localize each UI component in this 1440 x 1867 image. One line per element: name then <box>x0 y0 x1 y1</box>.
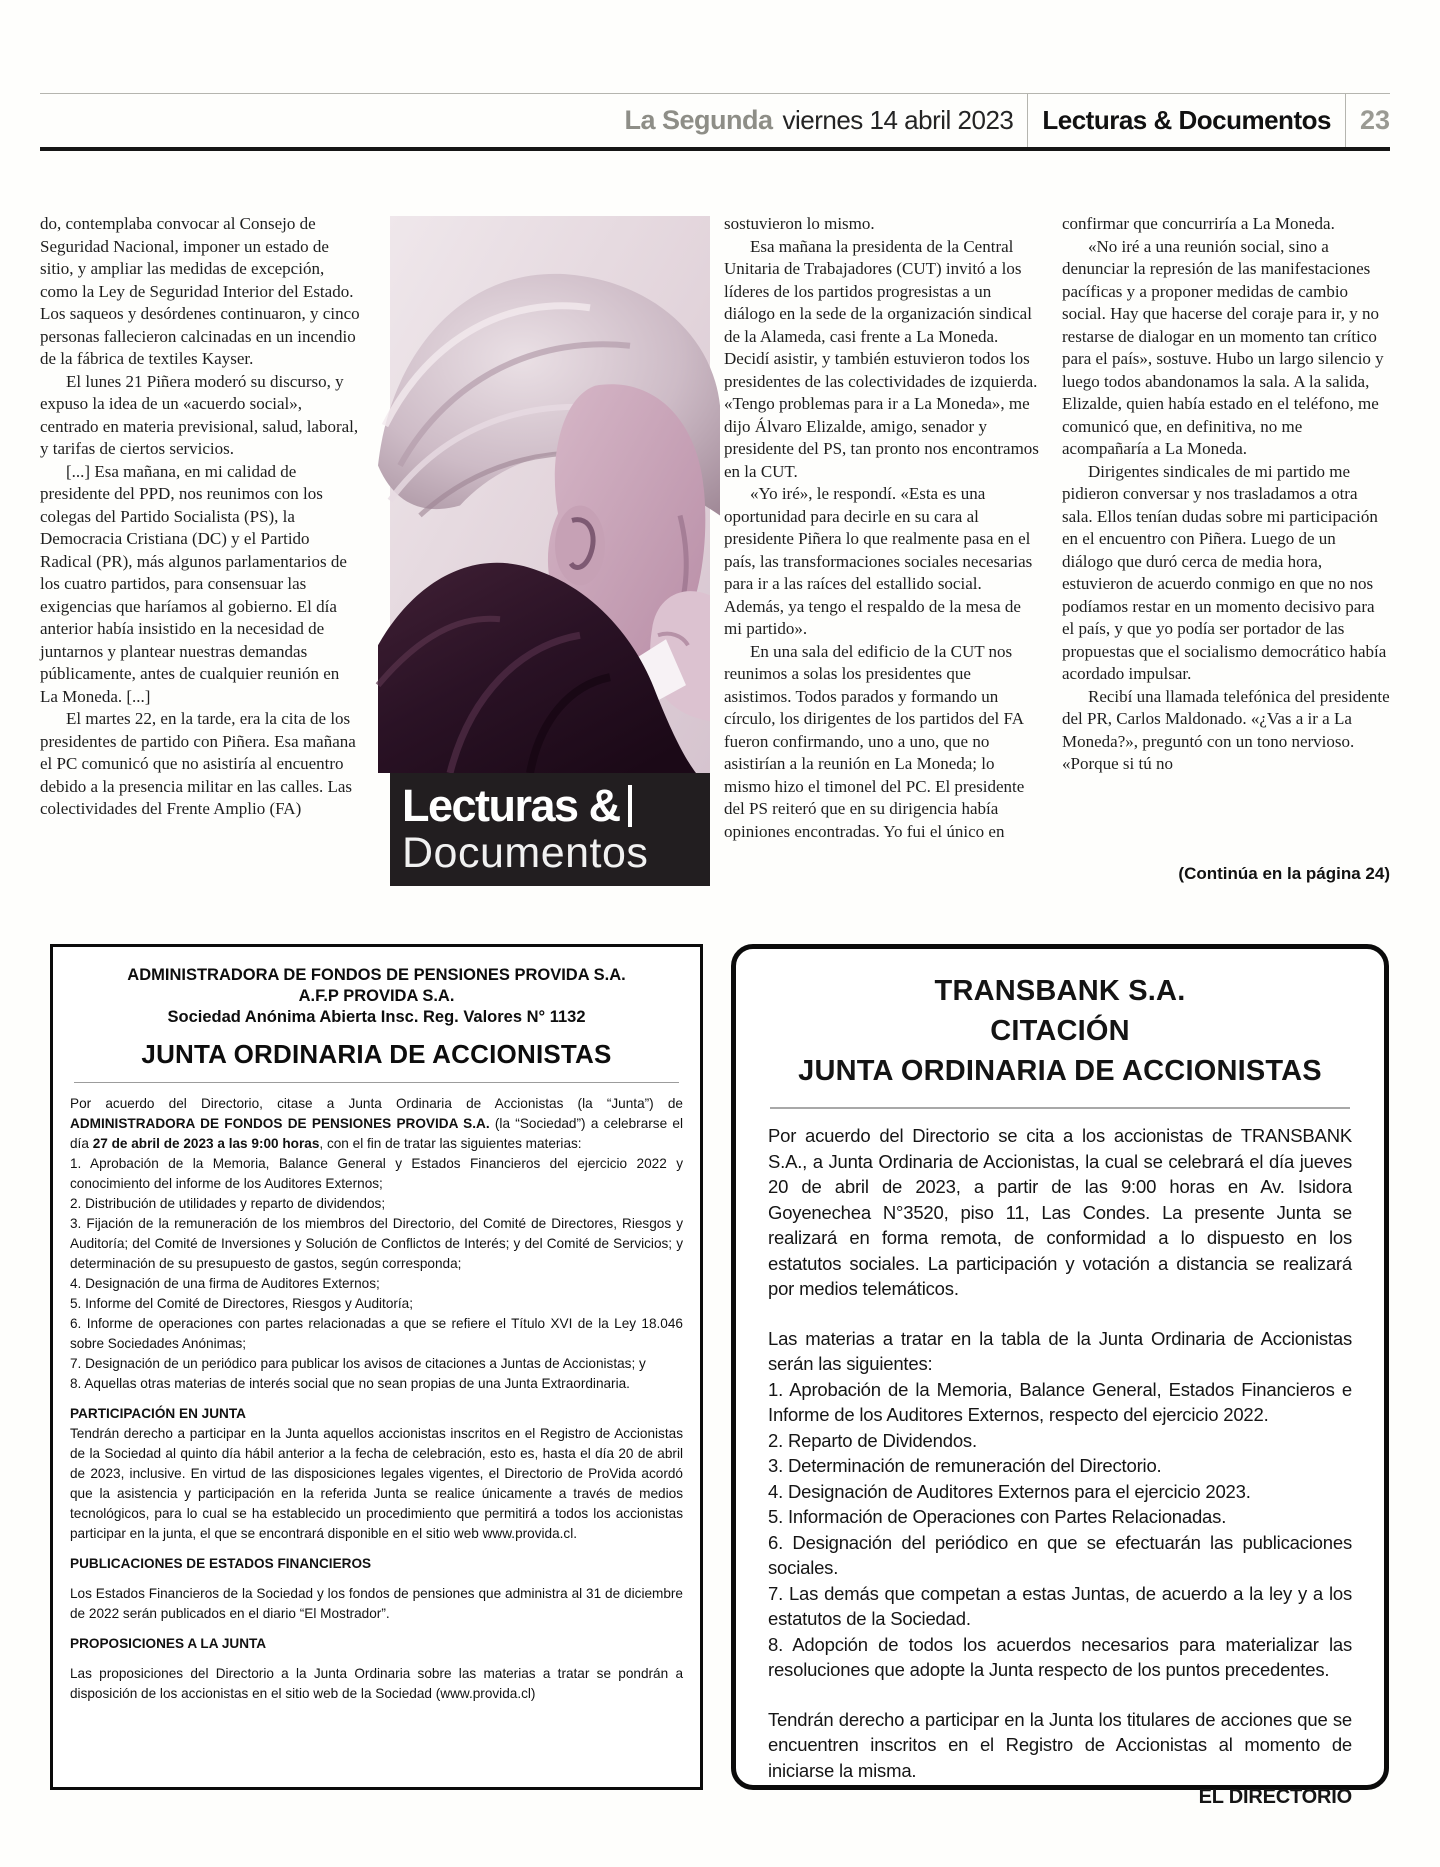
agenda-item: 7. Las demás que competan a estas Juntas, de acuerdo a la ley y a los estatutos de la Sociedad. <box>768 1582 1352 1629</box>
article-paragraph: En una sala del edificio de la CUT nos reunimos a solas los presidentes que asistimos. Todos parados y formando un círculo, los dirigentes de los partidos del FA fueron confirmando, uno a uno, que no asistirían a la reunión en La Moneda; lo mismo hizo el timonel del PC. El presidente del PS reiteró que en su dirigencia había opiniones encontradas. Yo fui el único en <box>724 641 1025 841</box>
transbank-citation-label: CITACIÓN <box>990 1015 1130 1047</box>
agenda-item: 3. Fijación de la remuneración de los miembros del Directorio, del Comité de Directores, Riesgos y Auditoría; del Comité de Inversiones y Solución de Conflictos de Interés; y del Comité de Servicios; y determinación de su presupuesto de gastos, según corresponda; <box>70 1216 683 1271</box>
provida-company-short-name: A.F.P PROVIDA S.A. <box>298 987 455 1005</box>
provida-section-body: Las proposiciones del Directorio a la Junta Ordinaria sobre las materias a tratar se pondrán a disposición de los accionistas en el sitio web de la Sociedad (www.provida.cl) <box>70 1666 683 1701</box>
transbank-signature: EL DIRECTORIO <box>1198 1786 1352 1808</box>
agenda-item: 3. Determinación de remuneración del Directorio. <box>768 1455 1162 1476</box>
newspaper-name: La Segunda <box>624 104 773 135</box>
agenda-item: 1. Aprobación de la Memoria, Balance General, Estados Financieros e Informe de los Auditores Externos, respecto del ejercicio 2022. <box>768 1378 1352 1425</box>
meeting-date-bold: 27 de abril de 2023 a las 9:00 horas <box>92 1136 320 1151</box>
article-column-2 <box>724 213 1042 843</box>
agenda-item: 7. Designación de un periódico para publicar los avisos de citaciones a Juntas de Accionistas; y <box>70 1356 646 1371</box>
agenda-item: 2. Reparto de Dividendos. <box>768 1429 977 1451</box>
agenda-item: 4. Designación de Auditores Externos para el ejercicio 2023. <box>768 1480 1251 1502</box>
article-paragraph: El martes 22, en la tarde, era la cita de los presidentes de partido con Piñera. Esa mañana el PC comunicó que no asistiría al encuentro debido a la presencia militar en las calles. Las colectividades del Frente Amplio (FA) <box>40 709 356 818</box>
section-logo-box <box>390 773 710 886</box>
header-rule-thick <box>40 147 1390 151</box>
article-paragraph: [...] Esa mañana, en mi calidad de presidente del PPD, nos reunimos con los colegas del Partido Socialista (PS), la Democracia Cristiana (DC) y el Partido Radical (PR), más algunos parlamentarios de los cuatro partidos, para consensuar las exigencias que haríamos al gobierno. El día anterior había insistido en la necesidad de juntarnos y plantear nuestras demandas públicamente, antes de cualquier reunión en La Moneda. [...] <box>40 461 347 706</box>
agenda-item: 4. Designación de una firma de Auditores Externos; <box>70 1276 380 1291</box>
article-paragraph: confirmar que concurriría a La Moneda. <box>1062 214 1335 233</box>
transbank-divider-rule <box>770 1107 1350 1109</box>
transbank-agenda-intro: Las materias a tratar en la tabla de la Junta Ordinaria de Accionistas serán las siguientes: <box>768 1327 1352 1374</box>
transbank-notice-box <box>731 944 1389 1808</box>
agenda-item: 2. Distribución de utilidades y reparto de dividendos; <box>70 1196 386 1211</box>
transbank-intro-paragraph: Por acuerdo del Directorio se cita a los accionistas de TRANSBANK S.A., a Junta Ordinaria de Accionistas, la cual se celebrará el día jueves 20 de abril de 2023, a partir de las 9:00 horas en Av. Isidora Goyenechea N°3520, piso 11, Las Condes. La presente Junta se realizará en forma remota, de conformidad a lo dispuesto en los estatutos sociales. La participación y votación a distancia se realizará por medios telemáticos. <box>768 1125 1352 1299</box>
text-segment: Por acuerdo del Directorio, citase a Junta Ordinaria de Accionistas (la “Junta”) de <box>70 1096 683 1111</box>
article-paragraph: Dirigentes sindicales de mi partido me pidieron conversar y nos trasladamos a otra sala. Ellos tenían dudas sobre mi participación en el encuentro con Piñera. Luego de un diálogo que duró cerca de media hora, estuvieron de acuerdo conmigo en que no nos podíamos restar en un momento decisivo para el país, y que yo podía ser portador de las propuestas que el socialismo democrático había acordado impulsar. <box>1062 461 1387 683</box>
agenda-item: 5. Informe del Comité de Directores, Riesgos y Auditoría; <box>70 1296 414 1311</box>
header-divider <box>1027 93 1028 147</box>
provida-section-body: Los Estados Financieros de la Sociedad y los fondos de pensiones que administra al 31 de diciembre de 2022 serán publicados en el diario “El Mostrador”. <box>70 1586 683 1621</box>
provida-notice-box <box>50 944 703 1790</box>
article-paragraph: Esa mañana la presidenta de la Central Unitaria de Trabajadores (CUT) invitó a los líderes de los partidos progresistas a un diálogo en la sede de la organización sindical de la Alameda, casi frente a La Moneda. Decidí asistir, y también estuvieron todos los presidentes de las colectividades de izquierda. «Tengo problemas para ir a La Moneda», me dijo Álvaro Elizalde, amigo, senador y presidente del PS, tan pronto nos encontramos en la CUT. <box>724 236 1039 481</box>
agenda-item: 5. Información de Operaciones con Partes Relacionadas. <box>768 1506 1227 1527</box>
agenda-item: 8. Aquellas otras materias de interés social que no sean propias de una Junta Extraordinaria. <box>70 1376 630 1391</box>
agenda-item: 6. Informe de operaciones con partes relacionadas a que se refiere el Título XVI de la Ley 18.046 sobre Sociedades Anónimas; <box>70 1316 683 1351</box>
provida-registry-line: Sociedad Anónima Abierta Insc. Reg. Valores N° 1132 <box>167 1008 586 1026</box>
provida-company-name: ADMINISTRADORA DE FONDOS DE PENSIONES PROVIDA S.A. <box>127 966 626 984</box>
provida-section-body: Tendrán derecho a participar en la Junta aquellos accionistas inscritos en el Registro de Accionistas de la Sociedad al quinto día hábil anterior a la fecha de celebración, esto es, hasta el día 20 de abril de 2023, inclusive. En virtud de las disposiciones legales vigentes, el Directorio de ProVida acordó que la asistencia y participación en la referida Junta se realice únicamente a través de medios tecnológicos, para lo cual se ha establecido un procedimiento que permitirá a todos los accionistas participar en la junta, el que se encontrará disponible en el sitio web www.provida.cl. <box>70 1426 683 1541</box>
article-paragraph: «Yo iré», le respondí. «Esta es una oportunidad para decirle en su cara al presidente Piñera lo que realmente pasa en el país, las transformaciones sociales necesarias para ir a las raíces del estallido social. Además, ya tengo el respaldo de la mesa de mi partido». <box>724 484 1033 638</box>
page-header <box>624 93 1390 147</box>
logo-divider-bar <box>628 785 632 827</box>
text-segment: , con el fin de tratar las siguientes materias: <box>319 1136 582 1151</box>
provida-section-heading: PUBLICACIONES DE ESTADOS FINANCIEROS <box>70 1556 372 1571</box>
provida-section-heading: PROPOSICIONES A LA JUNTA <box>70 1636 267 1651</box>
article-paragraph: «No iré a una reunión social, sino a denunciar la represión de las manifestaciones pacíficas y a proponer medidas de cambio social. Hay que hacerse del coraje para ir, y no restarse de dialogar en un momento tan crítico para el país», sostuve. Hubo un largo silencio y luego todos abandonamos la sala. A la salida, Elizalde, quien había estado en el teléfono, me comunicó que, en definitiva, no me acompañaría a La Moneda. <box>1062 236 1384 458</box>
provida-notice-title: JUNTA ORDINARIA DE ACCIONISTAS <box>141 1039 612 1069</box>
provida-divider-rule <box>74 1082 679 1083</box>
section-title: Lecturas & Documentos <box>1042 104 1331 135</box>
header-divider <box>1345 93 1346 147</box>
issue-date: viernes 14 abril 2023 <box>782 104 1014 135</box>
logo-line-1 <box>402 780 702 831</box>
provida-section-heading: PARTICIPACIÓN EN JUNTA <box>70 1406 246 1421</box>
transbank-company-name: TRANSBANK S.A. <box>934 975 1186 1007</box>
transbank-closing-paragraph: Tendrán derecho a participar en la Junta los titulares de acciones que se encuentren inscritos en el Registro de Accionistas al momento de iniciarse la misma. <box>768 1708 1352 1781</box>
article-paragraph: sostuvieron lo mismo. <box>724 214 875 233</box>
article-paragraph: El lunes 21 Piñera moderó su discurso, y expuso la idea de un «acuerdo social», centrado en materia previsional, salud, laboral, y tarifas de ciertos servicios. <box>40 371 359 458</box>
article-paragraph: Recibí una llamada telefónica del presidente del PR, Carlos Maldonado. «¿Vas a ir a La Moneda?», preguntó con un tono nervioso. «Porque si tú no <box>1062 686 1390 773</box>
logo-lecturas-text: Lecturas & <box>402 780 620 831</box>
page-number: 23 <box>1359 104 1390 135</box>
logo-documentos-text: Documentos <box>402 829 649 877</box>
company-name-bold: ADMINISTRADORA DE FONDOS DE PENSIONES PROVIDA S.A. <box>70 1116 490 1131</box>
article-column-1 <box>40 213 360 821</box>
pinera-portrait-illustration <box>390 216 710 773</box>
agenda-item: 8. Adopción de todos los acuerdos necesarios para materializar las resoluciones que adopte la Junta respecto de los puntos precedentes. <box>768 1633 1352 1680</box>
provida-intro-paragraph <box>70 1094 683 1154</box>
provida-notice-body <box>70 1094 683 1704</box>
agenda-item: 6. Designación del periódico en que se efectuarán las publicaciones sociales. <box>768 1531 1352 1578</box>
agenda-item: 1. Aprobación de la Memoria, Balance General y Estados Financieros del ejercicio 2022 y conocimiento del informe de los Auditores Externos; <box>70 1156 683 1191</box>
portrait-photo <box>390 216 710 773</box>
transbank-notice-title: JUNTA ORDINARIA DE ACCIONISTAS <box>798 1055 1322 1087</box>
text-segment: (la “Sociedad”) a celebrarse el día <box>70 1116 683 1151</box>
article-column-3 <box>1062 213 1390 776</box>
continuation-note: (Continúa en la página 24) <box>1178 864 1390 883</box>
transbank-notice-body <box>768 1123 1352 1811</box>
article-paragraph: do, contemplaba convocar al Consejo de Seguridad Nacional, imponer un estado de sitio, y ampliar las medidas de excepción, como la Ley de Seguridad Interior del Estado. Los saqueos y desórdenes continuaron, y cinco personas fallecieron calcinadas en un incendio de la fábrica de textiles Kayser. <box>40 214 360 368</box>
